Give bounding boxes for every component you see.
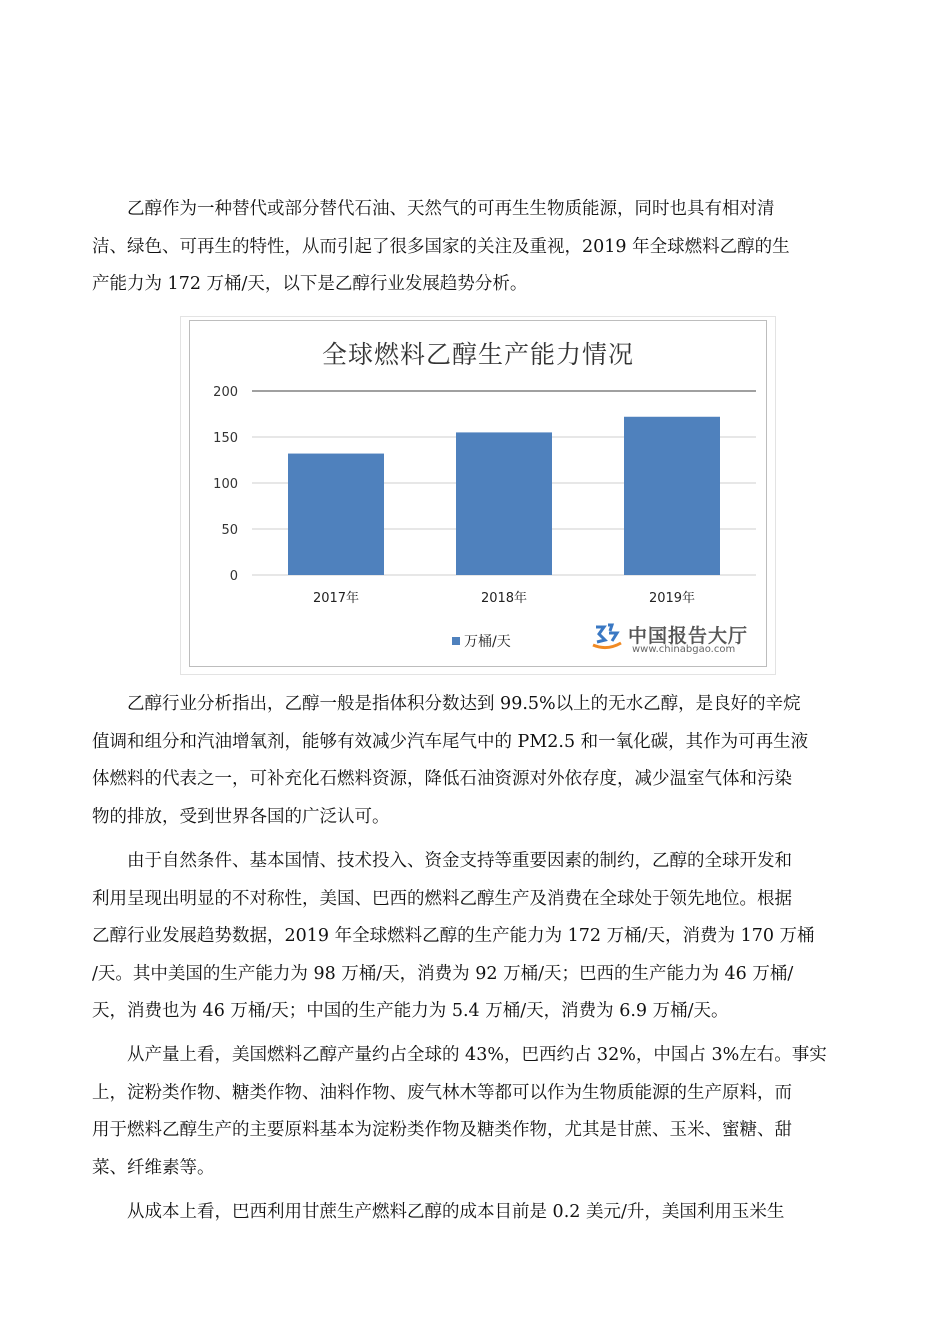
y-tick-label: 200 (213, 385, 238, 400)
text-line: /天。其中美国的生产能力为 98 万桶/天，消费为 92 万桶/天；巴西的生产能力为 46 万桶/ (92, 963, 794, 984)
text-line: 上，淀粉类作物、糖类作物、油料作物、废气林木等都可以作为生物质能源的生产原料，而 (92, 1082, 792, 1103)
logo-name: 中国报告大厅 (628, 625, 749, 647)
chart-title: 全球燃料乙醇生产能力情况 (321, 340, 634, 369)
text-line: 天，消费也为 46 万桶/天；中国的生产能力为 5.4 万桶/天，消费为 6.9 万桶/天。 (92, 1001, 729, 1021)
text-line: 物的排放，受到世界各国的广泛认可。 (92, 806, 390, 827)
x-tick-label: 2017年 (312, 591, 360, 606)
chart-figure (180, 316, 776, 675)
text-line: 产能力为 172 万桶/天，以下是乙醇行业发展趋势分析。 (92, 274, 528, 294)
y-tick-label: 50 (221, 523, 238, 538)
logo-mark-icon (590, 621, 624, 651)
text-line: 用于燃料乙醇生产的主要原料基本为淀粉类作物及糖类作物，尤其是甘蔗、玉米、蜜糖、甜 (92, 1120, 792, 1140)
logo-url: www.chinabgao.com (632, 644, 736, 655)
legend-swatch (452, 637, 460, 645)
paragraph-cost (92, 1194, 862, 1232)
x-tick-label: 2019年 (648, 591, 696, 606)
text-line: 乙醇行业发展趋势数据，2019 年全球燃料乙醇的生产能力为 172 万桶/天，消费为 170 万桶 (92, 926, 815, 946)
paragraph-definition (92, 686, 862, 836)
bar (288, 454, 384, 575)
y-tick-label: 150 (213, 431, 238, 446)
legend-label: 万桶/天 (464, 634, 511, 650)
text-line: 从成本上看，巴西利用甘蔗生产燃料乙醇的成本目前是 0.2 美元/升，美国利用玉米生 (92, 1202, 785, 1222)
text-line: 值调和组分和汽油增氧剂，能够有效减少汽车尾气中的 PM2.5 和一氧化碳，其作为可再生液 (92, 731, 809, 752)
text-line: 利用呈现出明显的不对称性，美国、巴西的燃料乙醇生产及消费在全球处于领先地位。根据 (92, 888, 792, 909)
x-tick-label: 2018年 (480, 591, 528, 606)
chart-legend (452, 631, 511, 651)
paragraph-intro (92, 191, 862, 304)
text-line: 体燃料的代表之一，可补充化石燃料资源，降低石油资源对外依存度，减少温室气体和污染 (92, 769, 792, 789)
text-line: 菜、纤维素等。 (92, 1157, 215, 1178)
y-tick-label: 0 (229, 569, 238, 584)
text-line: 由于自然条件、基本国情、技术投入、资金支持等重要因素的制约，乙醇的全球开发和 (92, 851, 792, 871)
text-line: 洁、绿色、可再生的特性，从而引起了很多国家的关注及重视，2019 年全球燃料乙醇的生 (92, 236, 790, 257)
text-line: 乙醇行业分析指出，乙醇一般是指体积分数达到 99.5%以上的无水乙醇，是良好的辛烷 (92, 694, 801, 714)
bar (456, 432, 552, 575)
bar (624, 417, 720, 575)
paragraph-global-distribution (92, 843, 862, 1031)
y-tick-label: 100 (213, 477, 238, 492)
watermark-logo (590, 619, 760, 659)
text-line: 从产量上看，美国燃料乙醇产量约占全球的 43%，巴西约占 32%，中国占 3%左右。事实 (92, 1045, 827, 1065)
text-line: 乙醇作为一种替代或部分替代石油、天然气的可再生生物质能源，同时也具有相对清 (92, 199, 775, 219)
paragraph-output-share (92, 1037, 862, 1187)
chart-frame (189, 320, 767, 667)
bar-chart (190, 321, 766, 666)
